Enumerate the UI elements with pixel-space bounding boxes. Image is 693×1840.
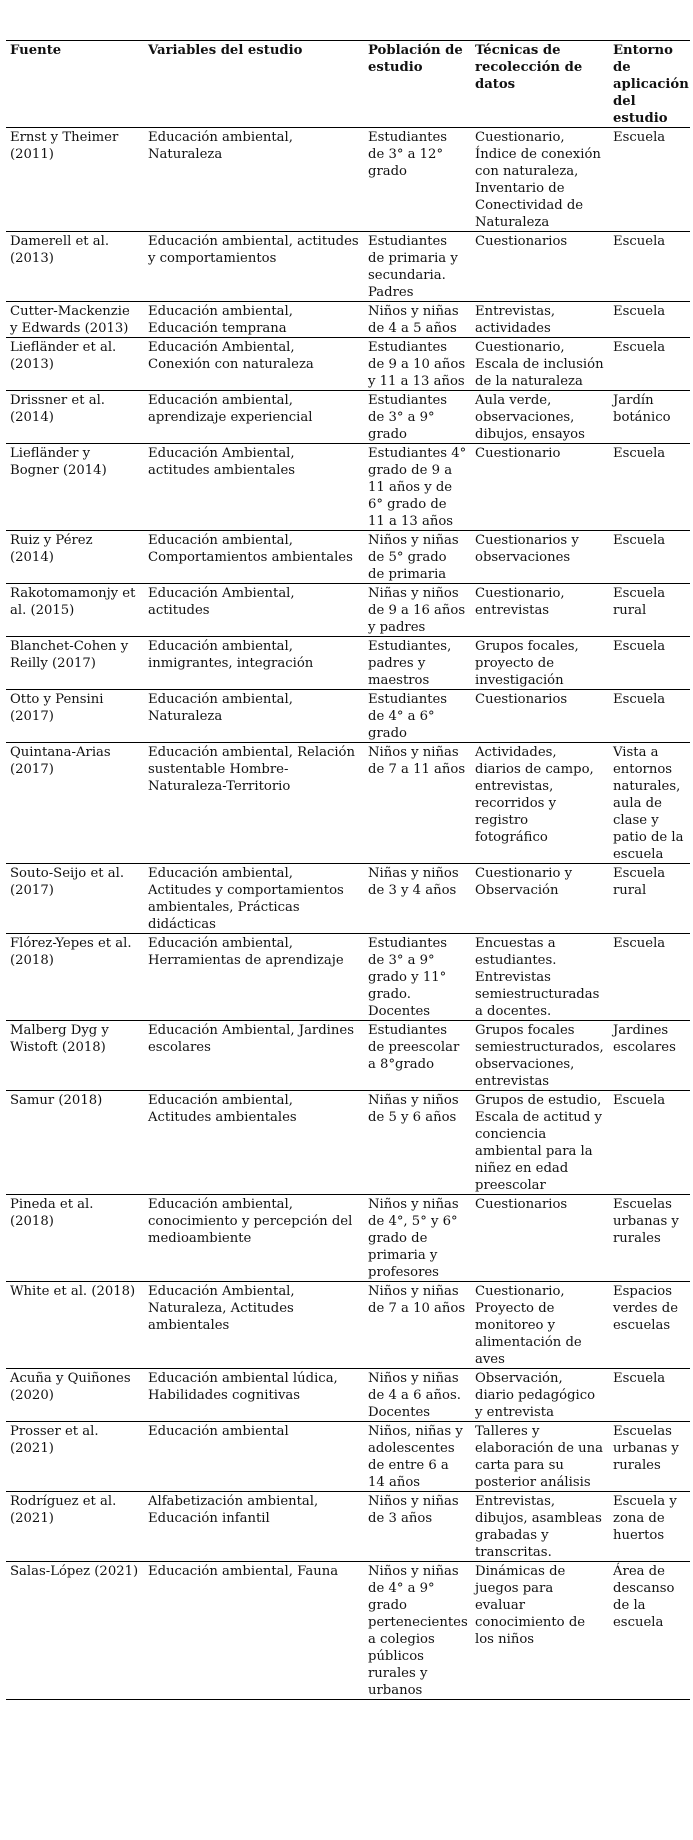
cell-poblacion: Niñas y niños de 5 y 6 años — [368, 1093, 459, 1125]
cell-entorno: Escuela — [613, 130, 666, 145]
cell-variables: Educación ambiental, Herramientas de aprendizaje — [148, 936, 344, 968]
cell-tecnicas: Cuestionario y Observación — [475, 866, 573, 898]
cell-entorno: Escuela — [613, 1093, 666, 1108]
cell-fuente: Acuña y Quiñones (2020) — [10, 1371, 131, 1403]
cell-entorno: Escuela — [613, 340, 666, 355]
cell-variables: Educación ambiental lúdica, Habilidades cognitivas — [148, 1371, 338, 1403]
table-row — [6, 1021, 690, 1091]
cell-fuente: Liefländer et al. (2013) — [10, 340, 117, 372]
cell-entorno: Escuela — [613, 304, 666, 319]
cell-poblacion: Niños y niñas de 4° a 9° grado pertenecientes a colegios públicos rurales y urbanos — [368, 1564, 468, 1698]
table-header-row — [6, 41, 690, 128]
cell-entorno: Escuela rural — [613, 586, 666, 618]
cell-tecnicas: Cuestionarios — [475, 692, 568, 707]
cell-variables: Educación Ambiental, actitudes ambientales — [148, 446, 296, 478]
table-row — [6, 391, 690, 444]
cell-variables: Educación ambiental, Naturaleza — [148, 130, 293, 162]
cell-variables: Educación ambiental, Comportamientos ambientales — [148, 533, 353, 565]
cell-fuente: Salas-López (2021) — [10, 1564, 139, 1579]
cell-entorno: Escuela — [613, 533, 666, 548]
cell-variables: Educación Ambiental, Conexión con naturaleza — [148, 340, 314, 372]
cell-variables: Educación ambiental, Relación sustentable Hombre-Naturaleza-Territorio — [148, 745, 355, 794]
table-row — [6, 444, 690, 531]
cell-entorno: Escuela y zona de huertos — [613, 1494, 677, 1543]
cell-tecnicas: Dinámicas de juegos para evaluar conocimiento de los niños — [475, 1564, 586, 1647]
cell-fuente: Liefländer y Bogner (2014) — [10, 446, 107, 478]
cell-poblacion: Niñas y niños de 9 a 16 años y padres — [368, 586, 466, 635]
cell-tecnicas: Cuestionarios — [475, 234, 568, 249]
cell-tecnicas: Entrevistas, actividades — [475, 304, 556, 336]
cell-fuente: Samur (2018) — [10, 1093, 103, 1108]
cell-entorno: Escuela — [613, 1371, 666, 1386]
table-row — [6, 743, 690, 864]
table-row — [6, 1282, 690, 1369]
cell-tecnicas: Cuestionario, entrevistas — [475, 586, 565, 618]
table-row — [6, 338, 690, 391]
cell-variables: Educación ambiental, conocimiento y percepción del medioambiente — [148, 1197, 353, 1246]
header-tecnicas: Técnicas de recolección de datos — [475, 43, 583, 92]
cell-tecnicas: Entrevistas, dibujos, asambleas grabadas y transcritas. — [475, 1494, 602, 1560]
cell-poblacion: Niños y niñas de 4 a 6 años. Docentes — [368, 1371, 461, 1420]
cell-entorno: Jardín botánico — [613, 393, 671, 425]
cell-tecnicas: Cuestionario — [475, 446, 561, 461]
cell-entorno: Escuela — [613, 234, 666, 249]
cell-poblacion: Niños y niñas de 5° grado de primaria — [368, 533, 459, 582]
studies-table — [6, 40, 690, 1700]
cell-entorno: Escuelas urbanas y rurales — [613, 1424, 679, 1473]
cell-variables: Educación ambiental, Naturaleza — [148, 692, 293, 724]
header-poblacion: Población de estudio — [368, 43, 463, 75]
table-row — [6, 1195, 690, 1282]
cell-tecnicas: Cuestionario, Escala de inclusión de la naturaleza — [475, 340, 604, 389]
cell-entorno: Área de descanso de la escuela — [613, 1564, 675, 1630]
cell-tecnicas: Cuestionarios y observaciones — [475, 533, 579, 565]
cell-fuente: Otto y Pensini (2017) — [10, 692, 104, 724]
cell-variables: Educación Ambiental, Jardines escolares — [148, 1023, 354, 1055]
cell-tecnicas: Cuestionarios — [475, 1197, 568, 1212]
cell-tecnicas: Grupos de estudio, Escala de actitud y conciencia ambiental para la niñez en edad preescolar — [475, 1093, 602, 1193]
cell-fuente: Quintana-Arias (2017) — [10, 745, 111, 777]
cell-fuente: Ernst y Theimer (2011) — [10, 130, 119, 162]
cell-variables: Educación ambiental, inmigrantes, integración — [148, 639, 314, 671]
cell-variables: Alfabetización ambiental, Educación infantil — [148, 1494, 319, 1526]
cell-entorno: Jardines escolares — [613, 1023, 676, 1055]
cell-entorno: Escuela — [613, 936, 666, 951]
table-row — [6, 1562, 690, 1700]
table-row — [6, 584, 690, 637]
table-row — [6, 1422, 690, 1492]
cell-variables: Educación ambiental — [148, 1424, 289, 1439]
cell-variables: Educación ambiental, Educación temprana — [148, 304, 293, 336]
cell-tecnicas: Actividades, diarios de campo, entrevistas, recorridos y registro fotográfico — [475, 745, 594, 845]
table-row — [6, 690, 690, 743]
cell-entorno: Escuela — [613, 446, 666, 461]
cell-entorno: Escuelas urbanas y rurales — [613, 1197, 679, 1246]
cell-poblacion: Estudiantes de 9 a 10 años y 11 a 13 años — [368, 340, 466, 389]
table-row — [6, 302, 690, 338]
cell-poblacion: Estudiantes de 3° a 12° grado — [368, 130, 448, 179]
cell-fuente: Rakotomamonjy et al. (2015) — [10, 586, 136, 618]
cell-entorno: Vista a entornos naturales, aula de clase y patio de la escuela — [613, 745, 684, 862]
cell-tecnicas: Cuestionario, Índice de conexión con naturaleza, Inventario de Conectividad de Naturaleza — [475, 130, 601, 230]
cell-variables: Educación ambiental, actitudes y comportamientos — [148, 234, 359, 266]
table-row — [6, 1492, 690, 1562]
cell-entorno: Espacios verdes de escuelas — [613, 1284, 679, 1333]
cell-tecnicas: Aula verde, observaciones, dibujos, ensayos — [475, 393, 585, 442]
table-row — [6, 232, 690, 302]
cell-fuente: Pineda et al. (2018) — [10, 1197, 94, 1229]
cell-poblacion: Niños y niñas de 4°, 5° y 6° grado de primaria y profesores — [368, 1197, 459, 1280]
header-entorno: Entorno de aplicación del estudio — [613, 43, 689, 126]
table-row — [6, 1091, 690, 1195]
cell-entorno: Escuela — [613, 639, 666, 654]
cell-variables: Educación ambiental, Actitudes ambientales — [148, 1093, 297, 1125]
cell-poblacion: Estudiantes 4° grado de 9 a 11 años y de 6° grado de 11 a 13 años — [368, 446, 467, 529]
cell-poblacion: Estudiantes, padres y maestros — [368, 639, 452, 688]
header-fuente: Fuente — [10, 43, 62, 58]
cell-variables: Educación ambiental, aprendizaje experiencial — [148, 393, 313, 425]
table-row — [6, 531, 690, 584]
cell-variables: Educación ambiental, Actitudes y comportamientos ambientales, Prácticas didácticas — [148, 866, 344, 932]
cell-variables: Educación Ambiental, actitudes — [148, 586, 295, 618]
cell-poblacion: Estudiantes de primaria y secundaria. Padres — [368, 234, 458, 300]
cell-poblacion: Estudiantes de 4° a 6° grado — [368, 692, 448, 741]
table-row — [6, 128, 690, 232]
cell-variables: Educación ambiental, Fauna — [148, 1564, 339, 1579]
table-row — [6, 637, 690, 690]
cell-fuente: Blanchet-Cohen y Reilly (2017) — [10, 639, 129, 671]
cell-poblacion: Estudiantes de preescolar a 8°grado — [368, 1023, 460, 1072]
cell-fuente: Flórez-Yepes et al. (2018) — [10, 936, 132, 968]
cell-tecnicas: Grupos focales, proyecto de investigación — [475, 639, 579, 688]
table-row — [6, 864, 690, 934]
cell-fuente: Rodríguez et al. (2021) — [10, 1494, 117, 1526]
cell-tecnicas: Grupos focales semiestructurados, observaciones, entrevistas — [475, 1023, 604, 1089]
cell-tecnicas: Talleres y elaboración de una carta para su posterior análisis — [475, 1424, 603, 1490]
cell-fuente: Drissner et al. (2014) — [10, 393, 105, 425]
cell-entorno: Escuela rural — [613, 866, 666, 898]
cell-fuente: White et al. (2018) — [10, 1284, 136, 1299]
table-row — [6, 1369, 690, 1422]
cell-fuente: Damerell et al. (2013) — [10, 234, 110, 266]
cell-tecnicas: Observación, diario pedagógico y entrevista — [475, 1371, 596, 1420]
cell-poblacion: Niños y niñas de 4 a 5 años — [368, 304, 459, 336]
cell-poblacion: Estudiantes de 3° a 9° grado y 11° grado. Docentes — [368, 936, 448, 1019]
cell-variables: Educación Ambiental, Naturaleza, Actitudes ambientales — [148, 1284, 295, 1333]
cell-fuente: Ruiz y Pérez (2014) — [10, 533, 93, 565]
header-variables: Variables del estudio — [148, 43, 303, 58]
cell-poblacion: Niñas y niños de 3 y 4 años — [368, 866, 459, 898]
cell-poblacion: Niños y niñas de 3 años — [368, 1494, 459, 1526]
cell-tecnicas: Cuestionario, Proyecto de monitoreo y alimentación de aves — [475, 1284, 582, 1367]
cell-poblacion: Niños, niñas y adolescentes de entre 6 a 14 años — [368, 1424, 463, 1490]
cell-fuente: Souto-Seijo et al. (2017) — [10, 866, 125, 898]
cell-poblacion: Niños y niñas de 7 a 10 años — [368, 1284, 466, 1316]
cell-fuente: Prosser et al. (2021) — [10, 1424, 99, 1456]
cell-fuente: Cutter-Mackenzie y Edwards (2013) — [10, 304, 130, 336]
cell-entorno: Escuela — [613, 692, 666, 707]
cell-fuente: Malberg Dyg y Wistoft (2018) — [10, 1023, 109, 1055]
table-row — [6, 934, 690, 1021]
cell-poblacion: Niños y niñas de 7 a 11 años — [368, 745, 466, 777]
cell-tecnicas: Encuestas a estudiantes. Entrevistas semiestructuradas a docentes. — [475, 936, 600, 1019]
cell-poblacion: Estudiantes de 3° a 9° grado — [368, 393, 448, 442]
